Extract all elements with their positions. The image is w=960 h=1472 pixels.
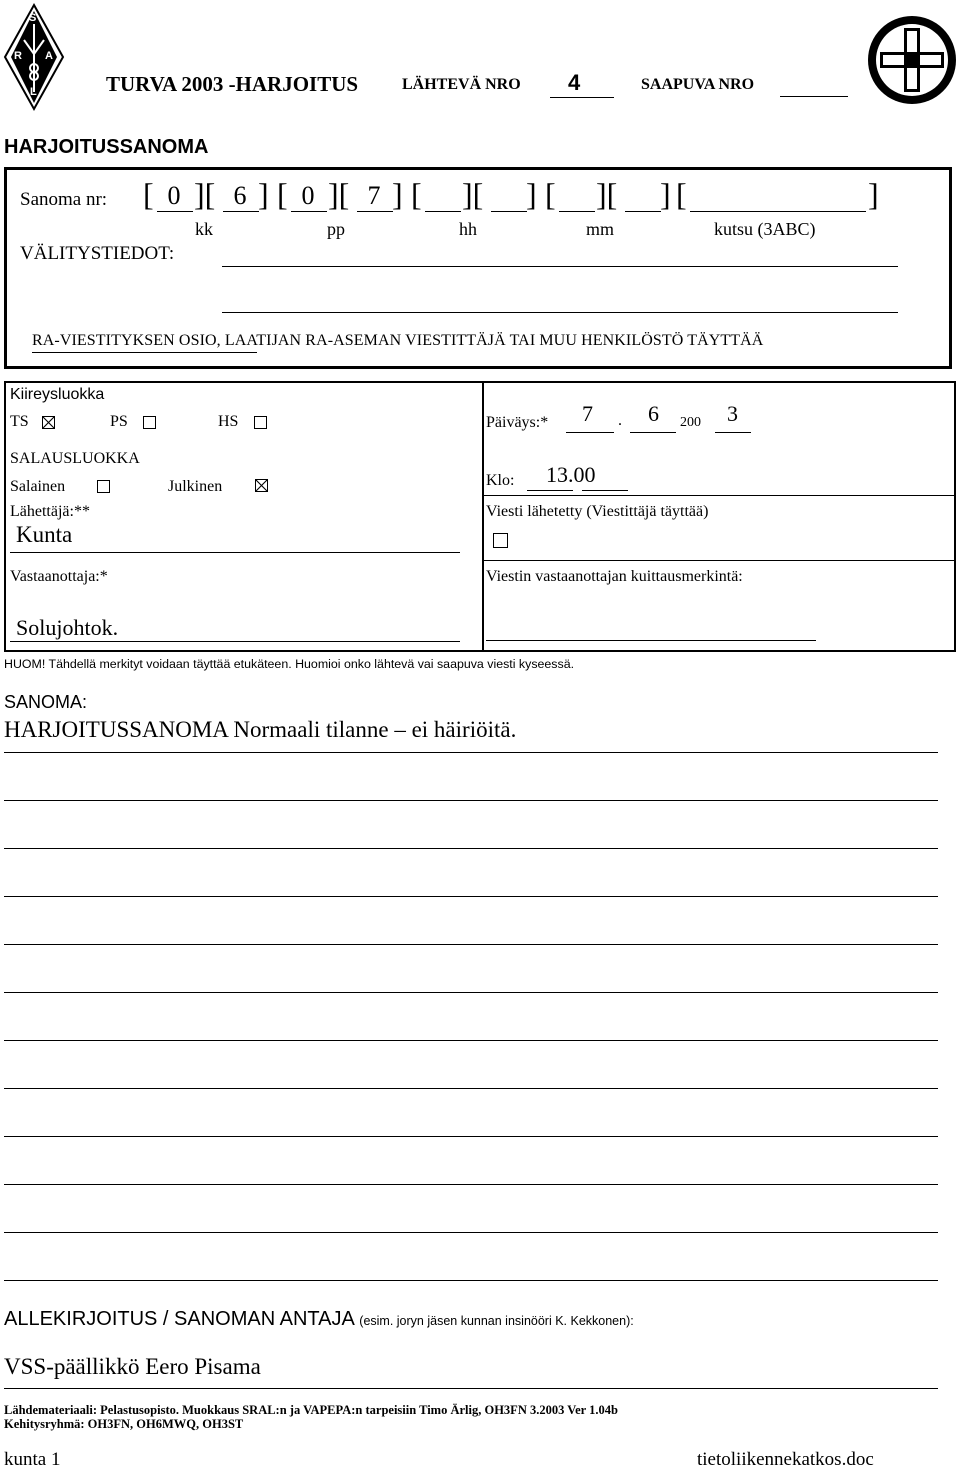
digit-underline — [157, 211, 193, 212]
message-line[interactable] — [4, 1136, 938, 1137]
bracket: ][ — [462, 176, 484, 212]
sanoma-digit-4[interactable]: 7 — [367, 181, 381, 210]
saapuva-label: SAAPUVA NRO — [641, 76, 755, 93]
sanoma-nr-label: Sanoma nr: — [20, 189, 108, 210]
sanoma-digit-1[interactable]: 0 — [167, 181, 181, 210]
checkbox-julkinen[interactable] — [255, 479, 268, 492]
sanoma-digit-3[interactable]: 0 — [301, 181, 315, 210]
viesti-lahetetty-label: Viesti lähetetty (Viestittäjä täyttää) — [486, 503, 709, 520]
lahettaja-label: Lähettäjä:** — [10, 503, 90, 520]
sanoma-text[interactable]: HARJOITUSSANOMA Normaali tilanne – ei häiriöitä. — [4, 717, 517, 742]
kiireysluokka-label: Kiireysluokka — [10, 386, 105, 403]
bracket: ] — [258, 176, 269, 212]
vastaanottaja-value[interactable]: Solujohtok. — [16, 615, 119, 640]
logo-letter-r: R — [14, 50, 22, 62]
digit-underline — [357, 211, 393, 212]
allekirjoitus-label — [4, 1308, 634, 1331]
message-line[interactable] — [4, 1184, 938, 1185]
message-line[interactable] — [4, 1088, 938, 1089]
digit-underline — [491, 211, 527, 212]
option-salainen-label: Salainen — [10, 478, 66, 495]
ra-note-underline — [32, 352, 257, 353]
bracket: ][ — [194, 176, 216, 212]
bracket: ] — [392, 176, 403, 212]
sublabel-kk: kk — [195, 219, 213, 239]
huom-note: HUOM! Tähdellä merkityt voidaan täyttää etukäteen. Huomioi onko lähtevä vai saapuva viesti kyseessä. — [4, 657, 575, 671]
sral-logo — [2, 2, 66, 112]
saapuva-underline — [780, 96, 848, 97]
checkbox-hs[interactable] — [254, 416, 267, 429]
klo-label: Klo: — [486, 472, 515, 489]
allekirjoitus-line — [4, 1388, 938, 1389]
bracket: ][ — [328, 176, 350, 212]
right-divider-1 — [483, 495, 956, 496]
message-line[interactable] — [4, 944, 938, 945]
lahettaja-value[interactable]: Kunta — [16, 522, 73, 547]
kutsu-underline — [690, 211, 866, 212]
option-julkinen-label: Julkinen — [168, 478, 223, 495]
digit-underline — [425, 211, 461, 212]
bracket: [ — [277, 176, 288, 212]
footer-line-1: Lähdemateriaali: Pelastusopisto. Muokkaus SRAL:n ja VAPEPA:n tarpeisiin Timo Ärlig, OH3FN 3.2003 Ver 1.04b — [4, 1403, 618, 1417]
sublabel-kutsu: kutsu (3ABC) — [714, 219, 816, 239]
paivays-label: Päiväys:* — [486, 414, 549, 431]
digit-underline — [223, 211, 259, 212]
logo-letter-l: L — [30, 86, 37, 98]
message-line[interactable] — [4, 1040, 938, 1041]
valitystiedot-line-1[interactable] — [222, 266, 898, 267]
allekirjoitus-title: ALLEKIRJOITUS / SANOMAN ANTAJA — [4, 1308, 355, 1330]
digit-underline — [625, 211, 661, 212]
logo-letter-a: A — [45, 50, 53, 62]
klo-value[interactable]: 13.00 — [546, 462, 596, 487]
exercise-title: TURVA 2003 -HARJOITUS — [106, 72, 359, 96]
digit-underline — [559, 211, 595, 212]
bracket: ][ — [596, 176, 618, 212]
form-divider — [482, 381, 484, 652]
lahettaja-underline — [10, 552, 460, 553]
option-ts-label: TS — [10, 413, 29, 430]
bracket: ] — [868, 176, 879, 212]
message-line[interactable] — [4, 992, 938, 993]
message-line[interactable] — [4, 800, 938, 801]
vastaanottaja-underline — [10, 641, 460, 642]
sublabel-pp: pp — [327, 219, 345, 239]
bracket: ] — [526, 176, 537, 212]
sanoma-label: SANOMA: — [4, 692, 88, 712]
salausluokka-label: SALAUSLUOKKA — [10, 450, 140, 467]
klo-underline-1 — [527, 490, 573, 491]
option-hs-label: HS — [218, 413, 239, 430]
paivays-month-underline — [630, 432, 676, 433]
option-ps-label: PS — [110, 413, 128, 430]
message-line[interactable] — [4, 848, 938, 849]
paivays-dot: . — [618, 412, 622, 429]
lahteva-underline — [550, 97, 614, 98]
sublabel-mm: mm — [586, 219, 615, 239]
message-line[interactable] — [4, 1232, 938, 1233]
klo-underline-2 — [582, 490, 628, 491]
digit-underline — [291, 211, 327, 212]
footer-line-2: Kehitysryhmä: OH3FN, OH6MWQ, OH3ST — [4, 1417, 244, 1431]
valitystiedot-line-2[interactable] — [222, 312, 898, 313]
paivays-year-prefix: 200 — [680, 415, 701, 430]
message-line[interactable] — [4, 1280, 938, 1281]
checkbox-ps[interactable] — [143, 416, 156, 429]
paivays-day-underline — [566, 432, 614, 433]
section-title: HARJOITUSSANOMA — [4, 136, 209, 158]
logo-letter-s: S — [29, 12, 37, 24]
cross-logo-icon — [866, 14, 958, 106]
bracket: [ — [143, 176, 154, 212]
checkbox-ts[interactable] — [42, 416, 55, 429]
message-line[interactable] — [4, 752, 938, 753]
ra-note: RA-VIESTITYKSEN OSIO, LAATIJAN RA-ASEMAN VIESTITTÄJÄ TAI MUU HENKILÖSTÖ TÄYTTÄÄ — [32, 332, 764, 349]
message-line[interactable] — [4, 896, 938, 897]
footer-right: tietoliikennekatkos.doc — [697, 1449, 874, 1470]
bracket: [ — [411, 176, 422, 212]
checkbox-salainen[interactable] — [97, 480, 110, 493]
lahteva-label: LÄHTEVÄ NRO — [402, 76, 521, 93]
checkbox-viesti-lahetetty[interactable] — [493, 533, 508, 548]
sanoma-digit-2[interactable]: 6 — [233, 181, 247, 210]
valitystiedot-label: VÄLITYSTIEDOT: — [20, 243, 175, 264]
bracket: [ — [545, 176, 556, 212]
bracket: [ — [676, 176, 687, 212]
paivays-year-suffix[interactable]: 3 — [727, 401, 738, 426]
allekirjoitus-value[interactable]: VSS-päällikkö Eero Pisama — [4, 1354, 261, 1379]
allekirjoitus-hint: (esim. joryn jäsen kunnan insinööri K. Kekkonen): — [359, 1314, 634, 1328]
bracket: ] — [660, 176, 671, 212]
right-divider-2 — [483, 560, 956, 561]
footer-left: kunta 1 — [4, 1449, 61, 1470]
paivays-year-underline — [715, 432, 751, 433]
vastaanottaja-label: Vastaanottaja:* — [10, 568, 108, 585]
kuittaus-underline[interactable] — [486, 640, 816, 641]
kuittaus-label: Viestin vastaanottajan kuittausmerkintä: — [486, 568, 743, 585]
paivays-month[interactable]: 6 — [648, 401, 659, 426]
sublabel-hh: hh — [459, 219, 477, 239]
lahteva-value[interactable]: 4 — [568, 70, 581, 95]
paivays-day[interactable]: 7 — [582, 401, 593, 426]
